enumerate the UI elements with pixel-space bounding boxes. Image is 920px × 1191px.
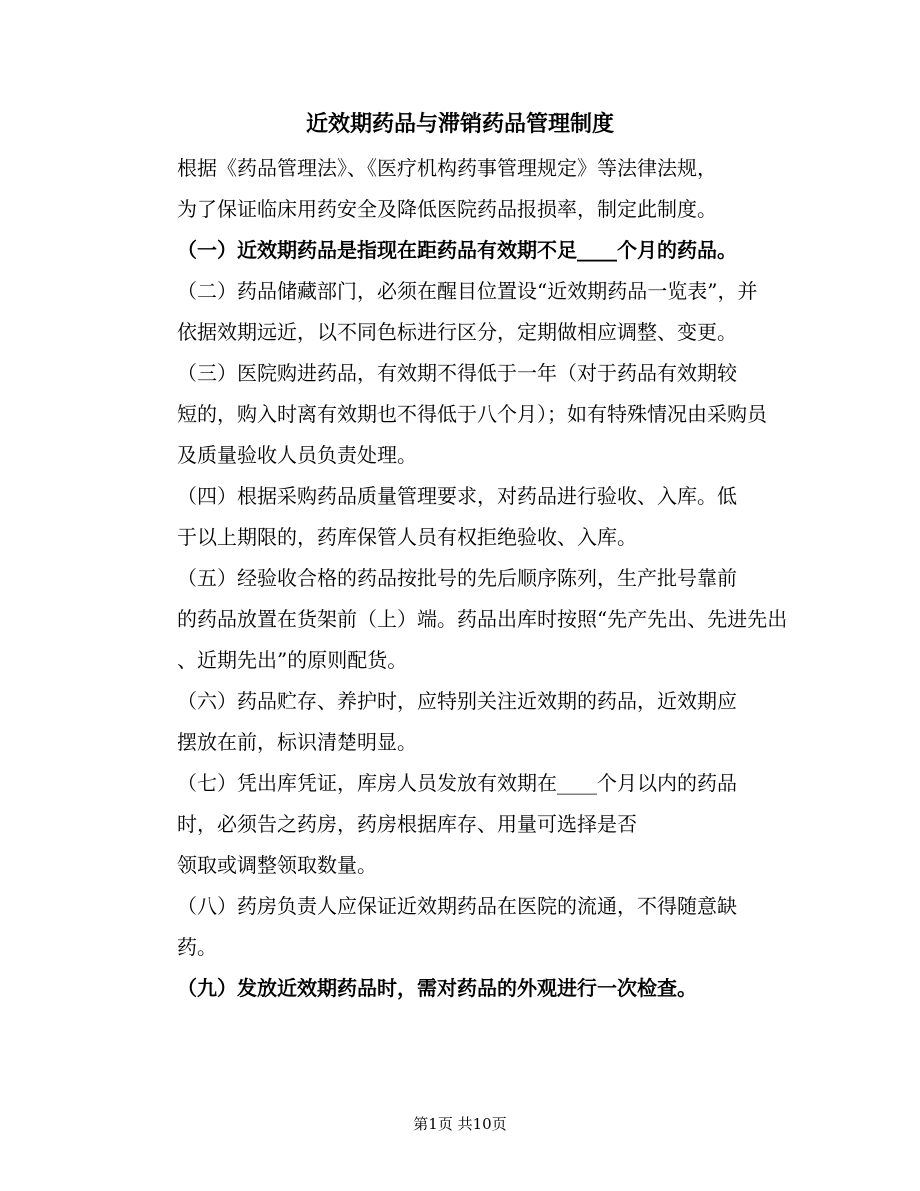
document-title: 近效期药品与滞销药品管理制度 (305, 111, 614, 137)
paragraph-line: 、近期先出”的原则配货。 (177, 648, 408, 672)
paragraph-line: （四）根据采购药品质量管理要求，对药品进行验收、入库。低 (177, 484, 737, 508)
paragraph-line: 药。 (177, 935, 217, 959)
paragraph-line: （七）凭出库凭证，库房人员发放有效期在____个月以内的药品 (177, 771, 737, 795)
paragraph-line: 根据《药品管理法》、《医疗机构药事管理规定》等法律法规， (177, 156, 717, 180)
paragraph-line: 为了保证临床用药安全及降低医院药品报损率，制定此制度。 (177, 197, 717, 221)
paragraph-item-4 (137, 476, 787, 558)
paragraph-line: 摆放在前，标识清楚明显。 (177, 730, 417, 754)
paragraph-item-9 (137, 968, 787, 1009)
paragraph-line: （二）药品储藏部门，必须在醒目位置设“近效期药品一览表”，并 (177, 279, 758, 303)
paragraph-line: 于以上期限的，药库保管人员有权拒绝验收、入库。 (177, 525, 637, 549)
paragraph-item-2 (137, 271, 787, 353)
paragraph-item-1 (137, 230, 787, 271)
paragraph-line: （八）药房负责人应保证近效期药品在医院的流通，不得随意缺 (177, 894, 737, 918)
paragraph-line: 时，必须告之药房，药房根据库存、用量可选择是否 (177, 812, 637, 836)
paragraph-line: 领取或调整领取数量。 (177, 853, 377, 877)
paragraph-line: （九）发放近效期药品时，需对药品的外观进行一次检查。 (177, 976, 697, 1000)
paragraph-line: 短的，购入时离有效期也不得低于八个月）；如有特殊情况由采购员 (177, 402, 767, 426)
paragraph-item-8 (137, 886, 787, 968)
paragraph-item-7-cont (137, 845, 787, 886)
paragraph-line: （五）经验收合格的药品按批号的先后顺序陈列，生产批号靠前 (177, 566, 737, 590)
paragraph-item-7 (137, 763, 787, 845)
page-footer: 第1页 共10页 (413, 1115, 507, 1133)
paragraph-intro (137, 148, 787, 230)
paragraph-line: 依据效期远近，以不同色标进行区分，定期做相应调整、变更。 (177, 320, 737, 344)
paragraph-line: （三）医院购进药品，有效期不得低于一年（对于药品有效期较 (177, 361, 737, 385)
document-body (137, 148, 787, 1009)
paragraph-item-6 (137, 681, 787, 763)
paragraph-item-3 (137, 353, 787, 476)
paragraph-line: （六）药品贮存、养护时，应特别关注近效期的药品，近效期应 (177, 689, 737, 713)
paragraph-item-5 (137, 558, 787, 681)
paragraph-line: （一）近效期药品是指现在距药品有效期不足____个月的药品。 (177, 238, 737, 262)
paragraph-line: 及质量验收人员负责处理。 (177, 443, 417, 467)
paragraph-line: 的药品放置在货架前（上）端。药品出库时按照“先产先出、先进先出 (177, 607, 788, 631)
